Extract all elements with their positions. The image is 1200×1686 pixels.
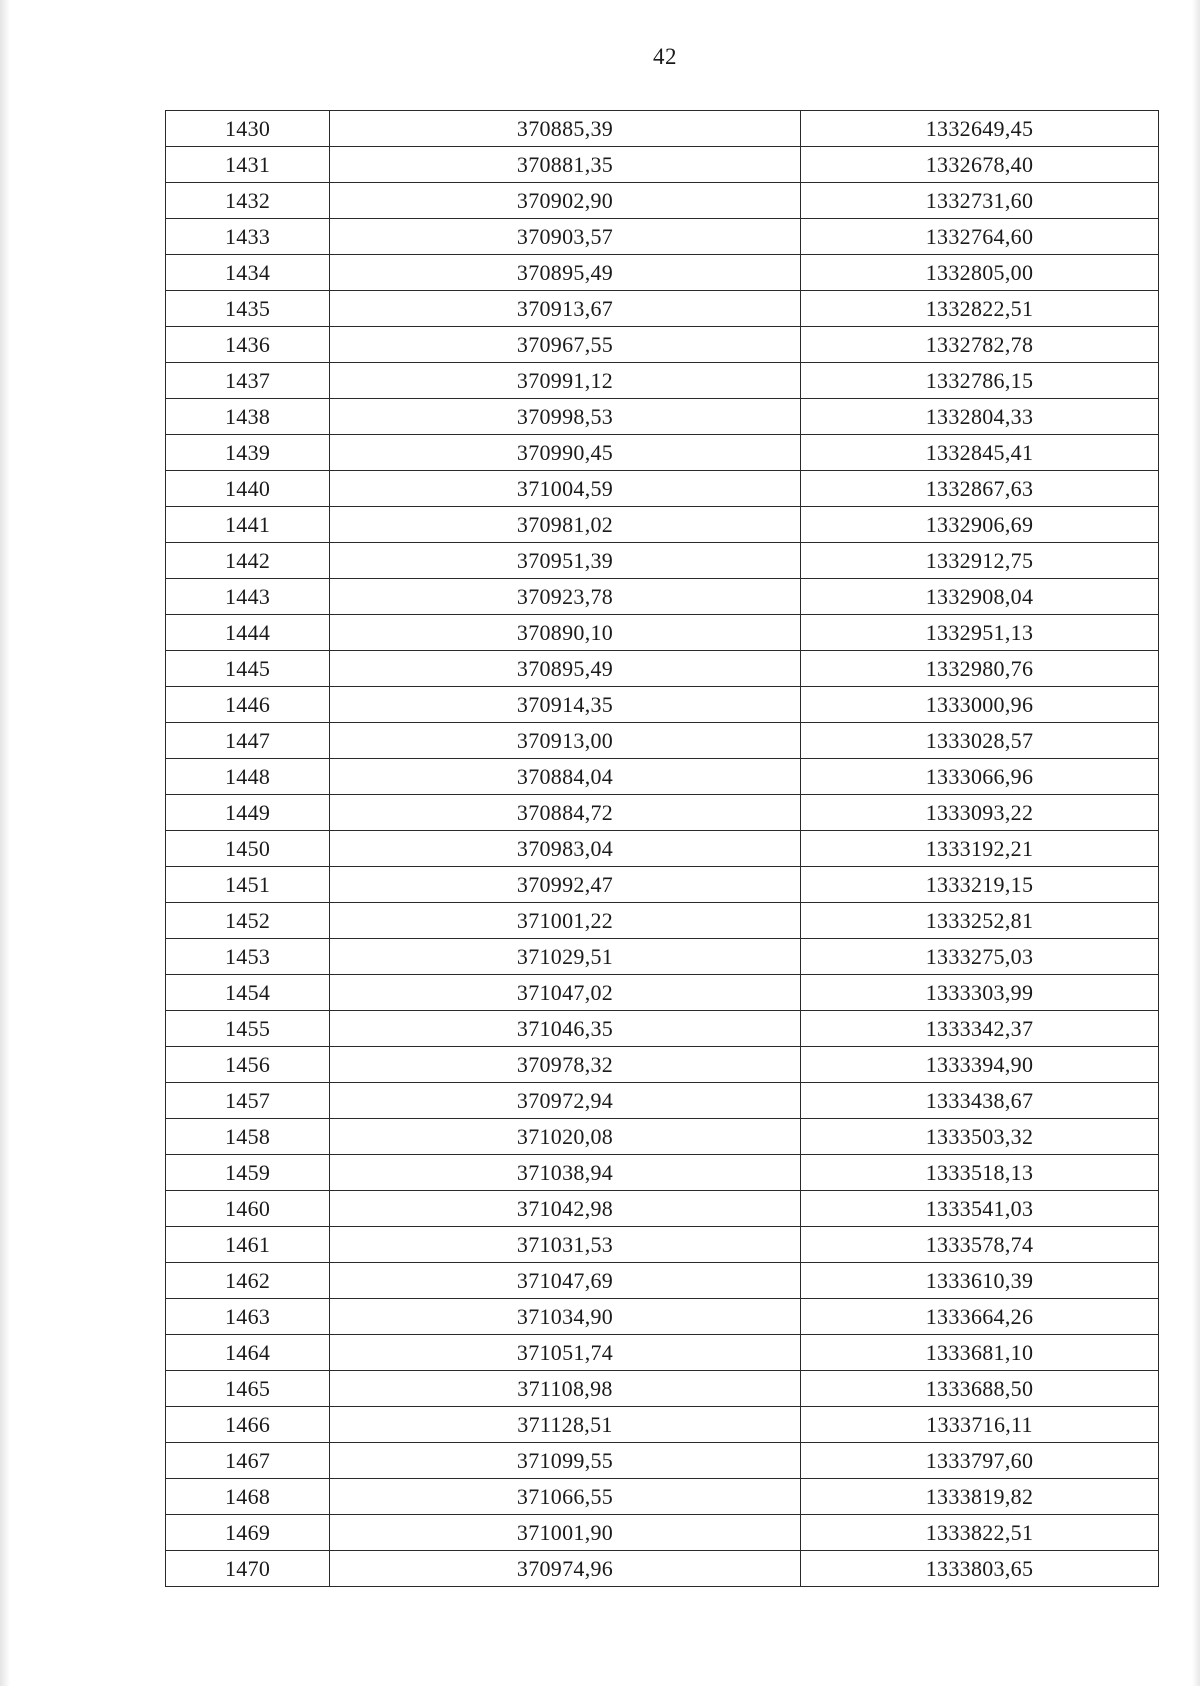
x-coordinate-cell: 370978,32: [330, 1047, 801, 1083]
x-coordinate-cell: 370913,00: [330, 723, 801, 759]
table-row: [166, 147, 1159, 183]
y-coordinate-cell: 1332649,45: [801, 111, 1159, 147]
point-number-cell: 1432: [166, 183, 330, 219]
table-row: [166, 1515, 1159, 1551]
x-coordinate-cell: 371001,22: [330, 903, 801, 939]
point-number-cell: 1460: [166, 1191, 330, 1227]
point-number-cell: 1430: [166, 111, 330, 147]
x-coordinate-cell: 370881,35: [330, 147, 801, 183]
y-coordinate-cell: 1333066,96: [801, 759, 1159, 795]
x-coordinate-cell: 370990,45: [330, 435, 801, 471]
table-row: [166, 399, 1159, 435]
y-coordinate-cell: 1332805,00: [801, 255, 1159, 291]
point-number-cell: 1466: [166, 1407, 330, 1443]
point-number-cell: 1447: [166, 723, 330, 759]
x-coordinate-cell: 370895,49: [330, 651, 801, 687]
x-coordinate-cell: 370895,49: [330, 255, 801, 291]
y-coordinate-cell: 1333803,65: [801, 1551, 1159, 1587]
table-row: [166, 219, 1159, 255]
x-coordinate-cell: 371020,08: [330, 1119, 801, 1155]
table-row: [166, 1227, 1159, 1263]
page-number: 42: [653, 44, 677, 69]
x-coordinate-cell: 371038,94: [330, 1155, 801, 1191]
y-coordinate-cell: 1332764,60: [801, 219, 1159, 255]
x-coordinate-cell: 371004,59: [330, 471, 801, 507]
point-number-cell: 1434: [166, 255, 330, 291]
table-row: [166, 1407, 1159, 1443]
y-coordinate-cell: 1332908,04: [801, 579, 1159, 615]
y-coordinate-cell: 1333503,32: [801, 1119, 1159, 1155]
point-number-cell: 1459: [166, 1155, 330, 1191]
y-coordinate-cell: 1333438,67: [801, 1083, 1159, 1119]
x-coordinate-cell: 370972,94: [330, 1083, 801, 1119]
y-coordinate-cell: 1333342,37: [801, 1011, 1159, 1047]
x-coordinate-cell: 371099,55: [330, 1443, 801, 1479]
table-row: [166, 363, 1159, 399]
table-row: [166, 327, 1159, 363]
y-coordinate-cell: 1333093,22: [801, 795, 1159, 831]
table-row: [166, 471, 1159, 507]
y-coordinate-cell: 1333610,39: [801, 1263, 1159, 1299]
x-coordinate-cell: 370903,57: [330, 219, 801, 255]
y-coordinate-cell: 1333578,74: [801, 1227, 1159, 1263]
x-coordinate-cell: 371108,98: [330, 1371, 801, 1407]
x-coordinate-cell: 370992,47: [330, 867, 801, 903]
x-coordinate-cell: 371034,90: [330, 1299, 801, 1335]
y-coordinate-cell: 1333822,51: [801, 1515, 1159, 1551]
table-row: [166, 1335, 1159, 1371]
point-number-cell: 1444: [166, 615, 330, 651]
table-row: [166, 723, 1159, 759]
y-coordinate-cell: 1333303,99: [801, 975, 1159, 1011]
x-coordinate-cell: 371066,55: [330, 1479, 801, 1515]
x-coordinate-cell: 371128,51: [330, 1407, 801, 1443]
point-number-cell: 1453: [166, 939, 330, 975]
table-row: [166, 183, 1159, 219]
y-coordinate-cell: 1332912,75: [801, 543, 1159, 579]
x-coordinate-cell: 370983,04: [330, 831, 801, 867]
x-coordinate-cell: 370884,04: [330, 759, 801, 795]
table-row: [166, 1047, 1159, 1083]
x-coordinate-cell: 371047,02: [330, 975, 801, 1011]
point-number-cell: 1458: [166, 1119, 330, 1155]
table-row: [166, 867, 1159, 903]
x-coordinate-cell: 370923,78: [330, 579, 801, 615]
table-row: [166, 795, 1159, 831]
y-coordinate-cell: 1333819,82: [801, 1479, 1159, 1515]
y-coordinate-cell: 1333275,03: [801, 939, 1159, 975]
point-number-cell: 1440: [166, 471, 330, 507]
point-number-cell: 1435: [166, 291, 330, 327]
x-coordinate-cell: 370951,39: [330, 543, 801, 579]
scan-edge-left: [0, 0, 10, 1686]
point-number-cell: 1457: [166, 1083, 330, 1119]
y-coordinate-cell: 1333028,57: [801, 723, 1159, 759]
point-number-cell: 1445: [166, 651, 330, 687]
table-row: [166, 543, 1159, 579]
point-number-cell: 1442: [166, 543, 330, 579]
point-number-cell: 1449: [166, 795, 330, 831]
point-number-cell: 1451: [166, 867, 330, 903]
x-coordinate-cell: 371051,74: [330, 1335, 801, 1371]
y-coordinate-cell: 1332845,41: [801, 435, 1159, 471]
coordinates-table-body: [166, 111, 1159, 1587]
x-coordinate-cell: 370913,67: [330, 291, 801, 327]
table-row: [166, 903, 1159, 939]
y-coordinate-cell: 1333688,50: [801, 1371, 1159, 1407]
table-row: [166, 651, 1159, 687]
y-coordinate-cell: 1333219,15: [801, 867, 1159, 903]
point-number-cell: 1454: [166, 975, 330, 1011]
table-row: [166, 1479, 1159, 1515]
x-coordinate-cell: 370890,10: [330, 615, 801, 651]
table-row: [166, 759, 1159, 795]
table-row: [166, 255, 1159, 291]
point-number-cell: 1446: [166, 687, 330, 723]
table-row: [166, 1119, 1159, 1155]
point-number-cell: 1439: [166, 435, 330, 471]
point-number-cell: 1433: [166, 219, 330, 255]
y-coordinate-cell: 1332980,76: [801, 651, 1159, 687]
table-row: [166, 579, 1159, 615]
y-coordinate-cell: 1332951,13: [801, 615, 1159, 651]
y-coordinate-cell: 1333000,96: [801, 687, 1159, 723]
x-coordinate-cell: 370885,39: [330, 111, 801, 147]
y-coordinate-cell: 1333797,60: [801, 1443, 1159, 1479]
table-row: [166, 291, 1159, 327]
point-number-cell: 1436: [166, 327, 330, 363]
y-coordinate-cell: 1333394,90: [801, 1047, 1159, 1083]
y-coordinate-cell: 1333518,13: [801, 1155, 1159, 1191]
point-number-cell: 1448: [166, 759, 330, 795]
y-coordinate-cell: 1333664,26: [801, 1299, 1159, 1335]
point-number-cell: 1467: [166, 1443, 330, 1479]
x-coordinate-cell: 370974,96: [330, 1551, 801, 1587]
point-number-cell: 1452: [166, 903, 330, 939]
table-row: [166, 831, 1159, 867]
table-row: [166, 507, 1159, 543]
table-row: [166, 1443, 1159, 1479]
y-coordinate-cell: 1332786,15: [801, 363, 1159, 399]
point-number-cell: 1455: [166, 1011, 330, 1047]
y-coordinate-cell: 1333681,10: [801, 1335, 1159, 1371]
table-row: [166, 687, 1159, 723]
y-coordinate-cell: 1332804,33: [801, 399, 1159, 435]
x-coordinate-cell: 371029,51: [330, 939, 801, 975]
x-coordinate-cell: 370902,90: [330, 183, 801, 219]
table-row: [166, 1299, 1159, 1335]
table-row: [166, 111, 1159, 147]
y-coordinate-cell: 1332731,60: [801, 183, 1159, 219]
table-row: [166, 1551, 1159, 1587]
x-coordinate-cell: 371031,53: [330, 1227, 801, 1263]
y-coordinate-cell: 1333541,03: [801, 1191, 1159, 1227]
table-row: [166, 1371, 1159, 1407]
x-coordinate-cell: 371046,35: [330, 1011, 801, 1047]
point-number-cell: 1463: [166, 1299, 330, 1335]
x-coordinate-cell: 370981,02: [330, 507, 801, 543]
point-number-cell: 1468: [166, 1479, 330, 1515]
table-row: [166, 939, 1159, 975]
scan-edge-right: [1192, 0, 1200, 1686]
point-number-cell: 1470: [166, 1551, 330, 1587]
point-number-cell: 1443: [166, 579, 330, 615]
y-coordinate-cell: 1333716,11: [801, 1407, 1159, 1443]
x-coordinate-cell: 370914,35: [330, 687, 801, 723]
table-row: [166, 975, 1159, 1011]
y-coordinate-cell: 1332906,69: [801, 507, 1159, 543]
y-coordinate-cell: 1333192,21: [801, 831, 1159, 867]
x-coordinate-cell: 371001,90: [330, 1515, 801, 1551]
point-number-cell: 1437: [166, 363, 330, 399]
point-number-cell: 1464: [166, 1335, 330, 1371]
point-number-cell: 1465: [166, 1371, 330, 1407]
point-number-cell: 1438: [166, 399, 330, 435]
y-coordinate-cell: 1332822,51: [801, 291, 1159, 327]
y-coordinate-cell: 1332867,63: [801, 471, 1159, 507]
y-coordinate-cell: 1333252,81: [801, 903, 1159, 939]
table-row: [166, 1155, 1159, 1191]
x-coordinate-cell: 370884,72: [330, 795, 801, 831]
x-coordinate-cell: 371047,69: [330, 1263, 801, 1299]
x-coordinate-cell: 370991,12: [330, 363, 801, 399]
point-number-cell: 1462: [166, 1263, 330, 1299]
y-coordinate-cell: 1332782,78: [801, 327, 1159, 363]
table-row: [166, 1011, 1159, 1047]
coordinates-table: [165, 110, 1159, 1587]
point-number-cell: 1450: [166, 831, 330, 867]
point-number-cell: 1461: [166, 1227, 330, 1263]
x-coordinate-cell: 370967,55: [330, 327, 801, 363]
table-row: [166, 1263, 1159, 1299]
point-number-cell: 1456: [166, 1047, 330, 1083]
point-number-cell: 1431: [166, 147, 330, 183]
table-row: [166, 615, 1159, 651]
table-row: [166, 435, 1159, 471]
table-row: [166, 1191, 1159, 1227]
x-coordinate-cell: 371042,98: [330, 1191, 801, 1227]
x-coordinate-cell: 370998,53: [330, 399, 801, 435]
point-number-cell: 1441: [166, 507, 330, 543]
table-row: [166, 1083, 1159, 1119]
y-coordinate-cell: 1332678,40: [801, 147, 1159, 183]
point-number-cell: 1469: [166, 1515, 330, 1551]
